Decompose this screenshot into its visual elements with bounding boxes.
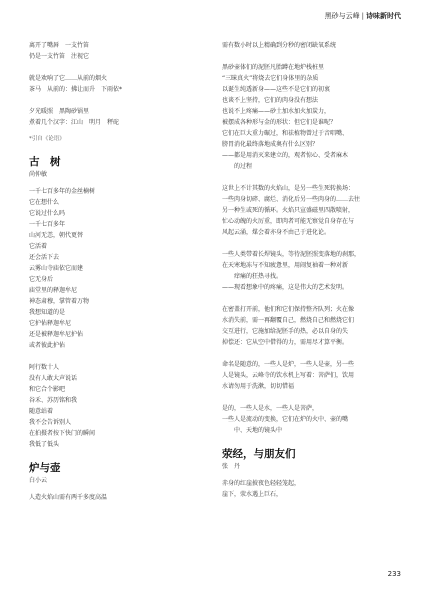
poem-author: 尚仲敏 [29,171,48,178]
poem-line: 赤身的红崖披夜色轻轻笼起， [222,480,301,487]
poem-line: 需有数小时以上精确到分秒的密闭缺氧系统 [222,42,337,49]
poem-author: 白小云 [29,477,48,484]
right-column [222,40,408,500]
poem-block-4 [222,249,408,293]
poem-line: ——都是用消灭来建立的，观者惊心、受者麻木 [222,152,349,159]
poem-line: 我想知道的是 [29,309,66,316]
poem-line: 的过程 [234,163,253,170]
poem-line: 云雾山寺庙依它而建 [29,265,84,272]
poem-line: 是的，一些人是水，一些人是菩萨， [222,405,319,412]
poem-line: 我不会告诉别人 [29,419,72,426]
poem-block-7 [222,403,408,436]
poem-block-2 [222,62,408,172]
poem-line: 还会活下去 [29,254,60,261]
poem-line: 一些人是流动的变换，它们在炉的火中、壶的嘴 [222,416,349,423]
poem-line: 一千七百多年的金丝楠树 [29,188,96,195]
poem-line: 一些人类带着长焊镜头，等待泥胚照变落地的刹那， [222,251,361,258]
poem-line: 没有人敢大声说话 [29,375,78,382]
poem-line: 在天寒地冻与不知疲惫里，用闹复袖着一种对新 [222,262,349,269]
poem-line: 夕光暖照 黑陶砂锅里 [29,108,90,115]
poem-line: 还是被释迦牟尼护佑 [29,331,84,338]
poem-title-yingjing: 荥经，与朋友们 [222,448,296,460]
poem-line: 也说不上疼痛——砂土加水加火加炭力， [222,108,331,115]
poem-line: 崖下，荥水遇上巨石， [222,491,283,498]
poem-line: 也谈不上坚持，它们的肉身没有想法 [222,97,319,104]
poem-line: 它在想什么 [29,199,60,206]
footnote: *引自《论语》 [29,136,65,142]
page-number: 233 [387,570,401,578]
poem-line: 命名是随意的，一些人是炉，一些人是壶，另一些 [222,361,355,368]
poem-line: 它说过什么吗 [29,210,66,217]
poem-line: 痒痛的狂热寻找。 [234,273,283,280]
poem-line: “三昧真火”将烧去它们身体里的杂质 [222,75,319,82]
poem1-text [29,40,209,128]
poem-line: 神态肃穆，掌管着万物 [29,298,90,305]
running-header [325,12,401,21]
poem-line: 中、天地的镜头中 [234,427,283,434]
poem-line: 就是欢响了它……从前的烟火 [29,75,108,82]
poem-line: 人是镜头，云峰寺的饮水机上写着：菩萨们，饮用 [222,372,355,379]
header-right: 诗味新时代 [366,12,401,20]
poem-block-3 [222,183,408,238]
poem-line: 忙心动魄的火厉重，即肉者可能无察觉自身存在与 [222,218,355,225]
poem-line: 被摆成各种形与金的形状：但它们是谁呢？ [222,119,337,126]
poem-line: 另一种生或死的循环。火焰只宣盛磁里四散喷射， [222,207,355,214]
poem-line: 它无身后 [29,276,54,283]
poem-line: 一些肉身切碎、腐烂、消化后另一些肉身的……去往 [222,196,361,203]
poem-line: 风起云涌，煤会着亦身不由己于进化论。 [222,229,331,236]
poem-line: 仍是一支竹笛 注视它 [29,53,90,60]
poem-block-5 [222,304,408,348]
left-column [29,40,209,503]
poem-line: 煮着几个汉字：江山 明月 秤砣 [29,119,120,126]
poem-line: 水消失前，需一再翻覆自己，燃烧自己和燃烧它们 [222,317,355,324]
poem-line: 水请勿用于洗漱，切切惜福 [222,383,295,390]
poem-line: 它活着 [29,243,48,250]
poem-line: 交互进行，它施加给泥胚手的热，必以自身的失 [222,328,349,335]
header-left: 黑砂与云峰 [324,12,360,20]
header-separator: | [361,12,364,20]
poem-block-6 [222,359,408,392]
poem-line: 这世上不计其数的火焰山，是另一些生死转换场： [222,185,355,192]
poem-line: 掉偿还：它从空中借得的力，需用尽才算平衡。 [222,339,349,346]
poem2-stanza1 [29,186,209,351]
poem-line: 它们在巨大重力碾过，和祛植物曾过于音唱嘴、 [222,130,349,137]
poem2-stanza2 [29,362,209,450]
poem-title-luyuhu: 炉与壶 [29,462,61,474]
poem-line: 离开了嘴唇 一支竹笛 [29,42,90,49]
poem-title-gushu: 古 树 [29,156,61,168]
poem-line: ——现看想象中的疼痛，这是伟大的艺术发明。 [222,284,349,291]
poem-line: 庙堂里的释迦牟尼 [29,287,78,294]
poem-line: 或者彼此护佑 [29,342,66,349]
poem-line: 人造火焰山需有两千多度高温 [29,494,108,501]
poem-line: 一千七百多年 [29,221,66,228]
poem-line: 以诞生纯透新身——这些不是它们的初衷 [222,86,331,93]
poem-line: 黑砂壶体们的泥胚凡胎蹲在地炉栈桩里 [222,64,325,71]
poem-line: 在密盖打开前，他们和它们保持整齐队列；火在像 [222,306,355,313]
poem-line: 它护佑释迦牟尼 [29,320,72,327]
poem-author: 张 丹 [222,463,241,470]
poem-line: 茶马 从前的：拂让而升 下雨依* [29,86,123,93]
poem-line: 膀胃消化最终落地成奥有什么区别？ [222,141,319,148]
poem-line: 阿行数十人 [29,364,60,371]
poem-line: 在拍摄者按下快门的瞬间 [29,430,96,437]
poem-line: 随意站着 [29,408,54,415]
poem-line: 和它合个影吧 [29,386,66,393]
poem-line: 山河无恙，朝代更替 [29,232,84,239]
poem-line: 谷禾、苏历铭和我 [29,397,78,404]
poem-line: 我低了低头 [29,441,60,448]
